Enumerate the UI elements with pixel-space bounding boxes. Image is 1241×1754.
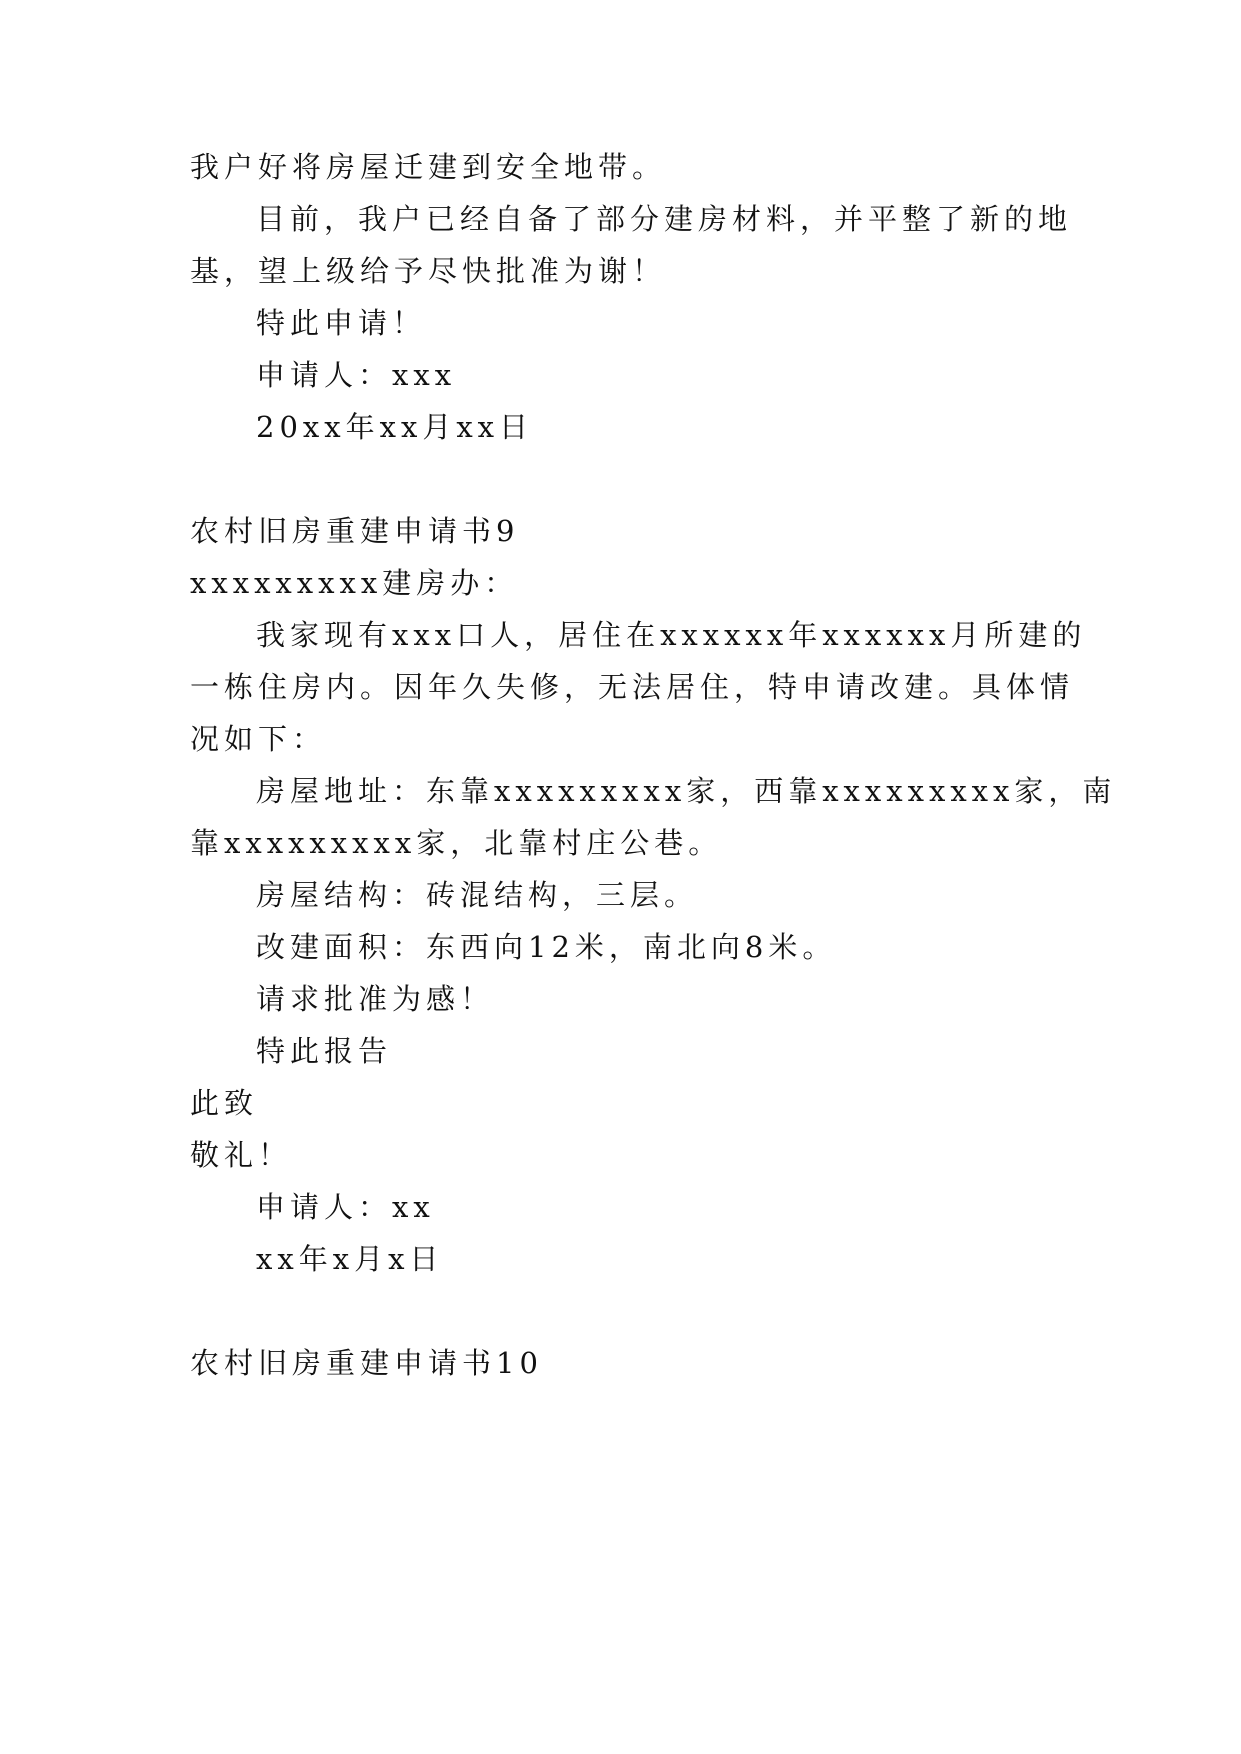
closing-line: 此致 [190, 1086, 259, 1120]
paragraph-line: 基，望上级给予尽快批准为谢！ [190, 254, 667, 288]
closing-line: 特此申请！ [256, 306, 427, 340]
paragraph-line: 况如下： [190, 722, 327, 756]
paragraph-line: 房屋结构：砖混结构，三层。 [256, 878, 699, 912]
paragraph-line: 房屋地址：东靠xxxxxxxxx家，西靠xxxxxxxxx家，南 [256, 774, 1117, 808]
date-line: 20xx年xx月xx日 [256, 410, 534, 444]
salutation-line: xxxxxxxxx建房办： [190, 566, 519, 600]
paragraph-line: 特此报告 [256, 1034, 393, 1068]
applicant-line: 申请人：xxx [256, 358, 457, 392]
paragraph-line: 一栋住房内。因年久失修，无法居住，特申请改建。具体情 [190, 670, 1075, 704]
paragraph-line: 改建面积：东西向12米，南北向8米。 [256, 930, 837, 964]
applicant-line: 申请人：xx [256, 1190, 435, 1224]
paragraph-line: 靠xxxxxxxxx家，北靠村庄公巷。 [190, 826, 723, 860]
section-title: 农村旧房重建申请书9 [190, 514, 520, 548]
paragraph-line: 我户好将房屋迁建到安全地带。 [190, 150, 667, 184]
paragraph-line: 目前，我户已经自备了部分建房材料，并平整了新的地 [256, 202, 1073, 236]
date-line: xx年x月x日 [256, 1242, 444, 1276]
closing-line: 敬礼！ [190, 1138, 293, 1172]
paragraph-line: 我家现有xxx口人，居住在xxxxxx年xxxxxx月所建的 [256, 618, 1087, 652]
section-title: 农村旧房重建申请书10 [190, 1346, 543, 1380]
paragraph-line: 请求批准为感！ [256, 982, 495, 1016]
